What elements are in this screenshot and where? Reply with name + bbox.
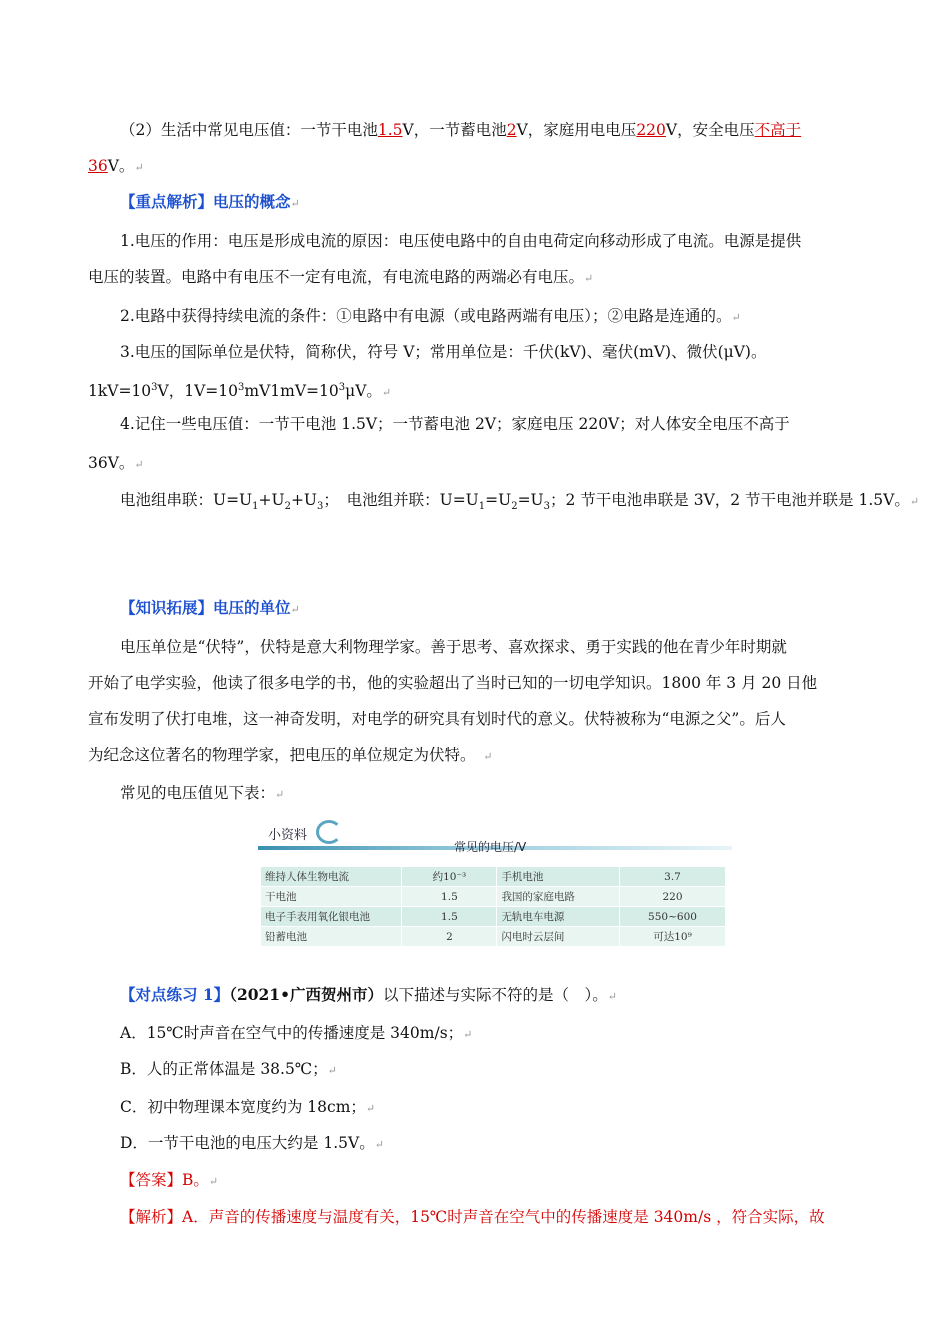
item-4-line-2: 36V。↵ bbox=[88, 454, 144, 472]
table-caption: 常见的电压/V bbox=[454, 840, 527, 854]
item-3-line-2: $1kV=10^3V$，$1V=10^3mV1mV=10^3\mu V$。↵ bbox=[88, 382, 392, 401]
item-4-line-1: 4.记住一些电压值：一节干电池 1.5V；一节蓄电池 2V；家庭电压 220V；对人体安全电压不高于 bbox=[120, 415, 790, 433]
text: =U bbox=[517, 491, 544, 509]
knowledge-extension-heading: 【知识拓展】电压的单位↵ bbox=[120, 598, 300, 617]
exponent: 3 bbox=[238, 382, 245, 393]
text: 电池组串联：U=U bbox=[120, 491, 253, 509]
table-cell: 220 bbox=[619, 887, 725, 907]
table-cell: 可达10⁹ bbox=[619, 927, 725, 947]
item-1-line-1: 1.电压的作用：电压是形成电流的原因：电压使电路中的自由电荷定向移动形成了电流。电源是提供 bbox=[120, 232, 802, 250]
text: +U bbox=[258, 491, 285, 509]
item-2: 2.电路中获得持续电流的条件：①电路中有电源（或电路两端有电压）；②电路是连通的。↵ bbox=[120, 307, 741, 325]
text: V，一节蓄电池 bbox=[402, 121, 507, 139]
table-row bbox=[261, 867, 726, 887]
table-cell: 闪电时云层间 bbox=[497, 927, 620, 947]
answer-tag: 【答案】 bbox=[120, 1171, 183, 1189]
reference-label: 小资料 bbox=[268, 828, 308, 843]
volta-line-4: 为纪念这位著名的物理学家，把电压的单位规定为伏特。 ↵ bbox=[88, 746, 493, 764]
table-cell: 铅蓄电池 bbox=[261, 927, 402, 947]
subscript: 3 bbox=[543, 501, 550, 513]
common-voltage-line-2: 36V。↵ bbox=[88, 157, 144, 175]
text: C．初中物理课本宽度约为 18cm； bbox=[120, 1098, 366, 1116]
explanation-line bbox=[120, 1207, 910, 1227]
option-d: D．一节干电池的电压大约是 1.5V。↵ bbox=[120, 1134, 384, 1152]
table-intro: 常见的电压值见下表：↵ bbox=[120, 784, 285, 802]
exercise-tag: 【对点练习 1】 bbox=[120, 985, 230, 1004]
table-cell: 我国的家庭电路 bbox=[497, 887, 620, 907]
answer-blank: 36 bbox=[88, 157, 108, 175]
reference-table-figure bbox=[258, 818, 732, 956]
info-logo-icon bbox=[316, 820, 342, 844]
text: V，安全电压 bbox=[665, 121, 755, 139]
heading-title: 电压的概念 bbox=[213, 192, 291, 211]
heading-tag: 【重点解析】 bbox=[120, 192, 214, 211]
subscript: 2 bbox=[511, 501, 518, 513]
text: 常见的电压值见下表： bbox=[120, 784, 276, 802]
answer-blank: 1.5 bbox=[377, 121, 403, 139]
common-voltage-line-1 bbox=[120, 120, 910, 140]
explanation-tag: 【解析】 bbox=[120, 1208, 183, 1226]
table-cell: 电子手表用氧化银电池 bbox=[261, 907, 402, 927]
answer-blank: 220 bbox=[636, 121, 666, 139]
text: （2）生活中常见电压值：一节干电池 bbox=[120, 121, 378, 139]
subscript: 1 bbox=[478, 501, 486, 513]
text: V，1V=10 bbox=[157, 382, 239, 401]
option-a: A．15℃时声音在空气中的传播速度是 340m/s；↵ bbox=[120, 1024, 473, 1042]
text: 1kV=10 bbox=[88, 382, 152, 401]
answer-line: 【答案】B。↵ bbox=[120, 1171, 219, 1189]
text: V。 bbox=[107, 157, 135, 175]
exercise-question: 以下描述与实际不符的是（ ）。 bbox=[383, 986, 608, 1004]
answer-blank: 2 bbox=[506, 121, 517, 139]
table-cell: 550~600 bbox=[619, 907, 725, 927]
text: μV。 bbox=[345, 382, 382, 401]
exercise-source: （2021•广西贺州市） bbox=[229, 985, 383, 1004]
table-cell: 手机电池 bbox=[497, 867, 620, 887]
exponent: 3 bbox=[338, 382, 346, 393]
text: mV1mV=10 bbox=[244, 382, 339, 401]
table-cell: 1.5 bbox=[402, 887, 497, 907]
heading-tag: 【知识拓展】 bbox=[120, 598, 214, 617]
text: A．15℃时声音在空气中的传播速度是 340m/s； bbox=[120, 1024, 464, 1042]
answer-value: B。 bbox=[182, 1171, 209, 1189]
table-cell: 维持人体生物电流 bbox=[261, 867, 402, 887]
table-cell: 约10⁻³ bbox=[402, 867, 497, 887]
answer-blank: 不高于 bbox=[754, 121, 802, 139]
option-b: B．人的正常体温是 38.5℃；↵ bbox=[120, 1060, 337, 1078]
explanation-text: A．声音的传播速度与温度有关，15℃时声音在空气中的传播速度是 340m/s ，符合实际，故 bbox=[182, 1208, 825, 1226]
text: ； 电池组并联：U=U bbox=[323, 491, 479, 509]
text: 36V。 bbox=[88, 454, 135, 472]
table-cell: 3.7 bbox=[619, 867, 725, 887]
text: V，家庭用电电压 bbox=[516, 121, 637, 139]
text: 2.电路中获得持续电流的条件：①电路中有电源（或电路两端有电压）；②电路是连通的。 bbox=[120, 307, 732, 325]
subscript: 3 bbox=[317, 501, 324, 513]
battery-series-parallel: 电池组串联：$U=U_1+U_2+U_3$； 电池组并联：$U=U_1=U_2=U_3$；2 节干电池串联是 3V，2 节干电池并联是 1.5V。↵ bbox=[120, 491, 920, 513]
text: B．人的正常体温是 38.5℃； bbox=[120, 1060, 328, 1078]
volta-line-1: 电压单位是“伏特”，伏特是意大利物理学家。善于思考、喜欢探求、勇于实践的他在青少年时期就 bbox=[120, 638, 787, 656]
text: =U bbox=[485, 491, 512, 509]
subscript: 1 bbox=[252, 501, 259, 513]
table-row bbox=[261, 907, 726, 927]
volta-line-2: 开始了电学实验，他读了很多电学的书，他的实验超出了当时已知的一切电学知识。1800 年 3 月 20 日他 bbox=[88, 674, 818, 692]
table-cell: 干电池 bbox=[261, 887, 402, 907]
subscript: 2 bbox=[284, 501, 291, 513]
common-voltage-table bbox=[260, 866, 726, 947]
text: ；2 节干电池串联是 3V，2 节干电池并联是 1.5V。 bbox=[550, 491, 910, 509]
exponent: 3 bbox=[151, 382, 158, 393]
table-row bbox=[261, 927, 726, 947]
exercise-1-question: 【对点练习 1】（2021•广西贺州市）以下描述与实际不符的是（ ）。↵ bbox=[120, 985, 617, 1004]
table-row bbox=[261, 887, 726, 907]
table-cell: 无轨电车电源 bbox=[497, 907, 620, 927]
option-c: C．初中物理课本宽度约为 18cm；↵ bbox=[120, 1098, 376, 1116]
text: D．一节干电池的电压大约是 1.5V。 bbox=[120, 1134, 375, 1152]
text: 为纪念这位著名的物理学家，把电压的单位规定为伏特。 bbox=[88, 746, 468, 764]
text: +U bbox=[290, 491, 317, 509]
text: 电压的装置。电路中有电压不一定有电流，有电流电路的两端必有电压。 bbox=[88, 268, 585, 286]
heading-title: 电压的单位 bbox=[213, 598, 291, 617]
volta-line-3: 宣布发明了伏打电堆，这一神奇发明，对电学的研究具有划时代的意义。伏特被称为“电源之父”。后人 bbox=[88, 710, 786, 728]
key-analysis-heading: 【重点解析】电压的概念↵ bbox=[120, 192, 300, 211]
item-3-line-1: 3.电压的国际单位是伏特，简称伏，符号 V；常用单位是：千伏(kV)、毫伏(mV)、微伏(μV)。 bbox=[120, 343, 767, 361]
item-1-line-2: 电压的装置。电路中有电压不一定有电流，有电流电路的两端必有电压。↵ bbox=[88, 268, 594, 286]
table-cell: 1.5 bbox=[402, 907, 497, 927]
table-cell: 2 bbox=[402, 927, 497, 947]
